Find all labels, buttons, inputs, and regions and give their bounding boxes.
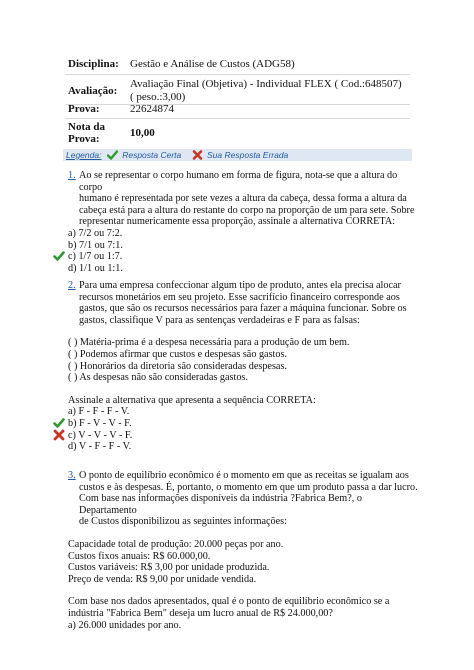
disciplina-value: Gestão e Análise de Custos (ADG58) bbox=[130, 58, 295, 70]
option-a: a) 7/2 ou 7:2. bbox=[68, 227, 123, 239]
question-text-line: O ponto de equilíbrio econômico é o momento em que as receitas se igualam aos bbox=[79, 470, 409, 481]
question-text-line: representar numericamente essa proporção, assinale a alternativa CORRETA: bbox=[79, 216, 396, 228]
option-c bbox=[68, 251, 418, 263]
nota-label-line2: Prova: bbox=[68, 133, 100, 145]
question-text-line: Ao se representar o corpo humano em forma de figura, nota-se que a altura do corpo bbox=[79, 170, 398, 193]
legend-correct-label: Resposta Certa bbox=[122, 150, 182, 160]
nota-value: 10,00 bbox=[130, 127, 155, 139]
question-prompt-line: Com base nos dados apresentados, qual é o ponto de equilíbrio econômico se a bbox=[68, 596, 390, 608]
question-text-line: gastos, que são os recursos necessários para fazer a máquina funcionar. Sobre os bbox=[79, 303, 407, 315]
avaliacao-label: Avaliação: bbox=[68, 85, 118, 97]
disciplina-label: Disciplina: bbox=[68, 58, 119, 70]
check-icon bbox=[107, 149, 118, 161]
option-d: d) V - F - F - V. bbox=[68, 441, 132, 453]
question-text bbox=[79, 470, 418, 528]
option-c-text: c) 1/7 ou 1:7. bbox=[68, 251, 123, 263]
prova-value: 22624874 bbox=[130, 103, 174, 115]
question-number-link[interactable]: 3. bbox=[68, 470, 76, 481]
question-number-link[interactable]: 1. bbox=[68, 170, 76, 181]
header-divider bbox=[65, 74, 410, 75]
statement-item: ( ) Podemos afirmar que custos e despesas são gastos. bbox=[68, 348, 287, 360]
question-3 bbox=[68, 470, 418, 631]
data-line: Custos fixos anuais: R$ 60.000,00. bbox=[68, 550, 211, 562]
question-text-line: Para uma empresa confeccionar algum tipo de produto, antes ela precisa alocar bbox=[79, 280, 401, 291]
question-number-link[interactable]: 2. bbox=[68, 280, 76, 291]
correct-check-icon bbox=[53, 250, 65, 262]
question-text-line: custos e às despesas. É, portanto, o momento em que um produto passa a dar lucro. bbox=[79, 481, 418, 493]
statement-list bbox=[68, 337, 418, 383]
option-list bbox=[68, 406, 418, 452]
question-prompt-line: indústria "Fabrica Bem" deseja um lucro anual de R$ 24.000,00? bbox=[68, 607, 333, 619]
option-c bbox=[68, 430, 418, 442]
question-2 bbox=[68, 280, 418, 453]
cross-icon bbox=[192, 149, 203, 161]
header-divider bbox=[65, 118, 410, 119]
question-text-line: gastos, classifique V para as sentenças verdadeiras e F para as falsas: bbox=[79, 314, 360, 326]
option-d: d) 1/1 ou 1:1. bbox=[68, 262, 123, 274]
avaliacao-value-line2: ( peso.:3,00) bbox=[130, 91, 186, 103]
data-line: Preço de venda: R$ 9,00 por unidade vendida. bbox=[68, 573, 257, 585]
question-1 bbox=[68, 170, 418, 274]
option-b bbox=[68, 418, 418, 430]
option-b-text: b) F - V - V - F. bbox=[68, 417, 132, 429]
nota-label-line1: Nota da bbox=[68, 121, 105, 133]
statement-item: ( ) Matéria-prima é a despesa necessária para a produção de um bem. bbox=[68, 337, 350, 349]
question-text-line: Com base nas informações disponíveis da indústria ?Fabrica Bem?, o Departamento bbox=[79, 493, 362, 516]
data-line: Custos variáveis: R$ 3,00 por unidade produzida. bbox=[68, 562, 270, 574]
statement-item: ( ) Honorários da diretoria são consideradas despesas. bbox=[68, 360, 287, 372]
option-a: a) F - F - F - V. bbox=[68, 406, 130, 418]
question-prompt: Assinale a alternativa que apresenta a sequência CORRETA: bbox=[68, 394, 316, 406]
question-text bbox=[79, 280, 418, 326]
option-b: b) 7/1 ou 7:1. bbox=[68, 239, 123, 251]
option-list bbox=[68, 620, 418, 632]
data-line: Capacidade total de produção: 20.000 peças por ano. bbox=[68, 538, 284, 550]
prova-label: Prova: bbox=[68, 103, 100, 115]
wrong-cross-icon bbox=[53, 429, 65, 441]
legend-bar bbox=[63, 149, 412, 161]
option-c-text: c) V - V - V - F. bbox=[68, 429, 133, 441]
option-a: a) 26.000 unidades por ano. bbox=[68, 619, 182, 631]
question-text-line: recursos monetários em seu projeto. Esse sacrifício financeiro corresponde aos bbox=[79, 291, 400, 303]
question-text bbox=[79, 170, 418, 228]
avaliacao-value-line1: Avaliação Final (Objetiva) - Individual FLEX ( Cod.:648507) bbox=[130, 78, 402, 90]
option-list bbox=[68, 228, 418, 274]
legend-wrong-label: Sua Resposta Errada bbox=[207, 150, 289, 160]
statement-item: ( ) As despesas não são consideradas gastos. bbox=[68, 372, 248, 384]
question-text-line: de Custos disponibilizou as seguintes informações: bbox=[79, 516, 287, 528]
question-text-line: humano é representada por sete vezes a altura da cabeça, dessa forma a altura da bbox=[79, 193, 407, 205]
data-list bbox=[68, 539, 418, 585]
legend-label: Legenda: bbox=[66, 150, 102, 160]
correct-check-icon bbox=[53, 417, 65, 429]
question-text-line: cabeça está para a altura do restante do corpo na proporção de um para sete. Sobre bbox=[79, 204, 415, 216]
